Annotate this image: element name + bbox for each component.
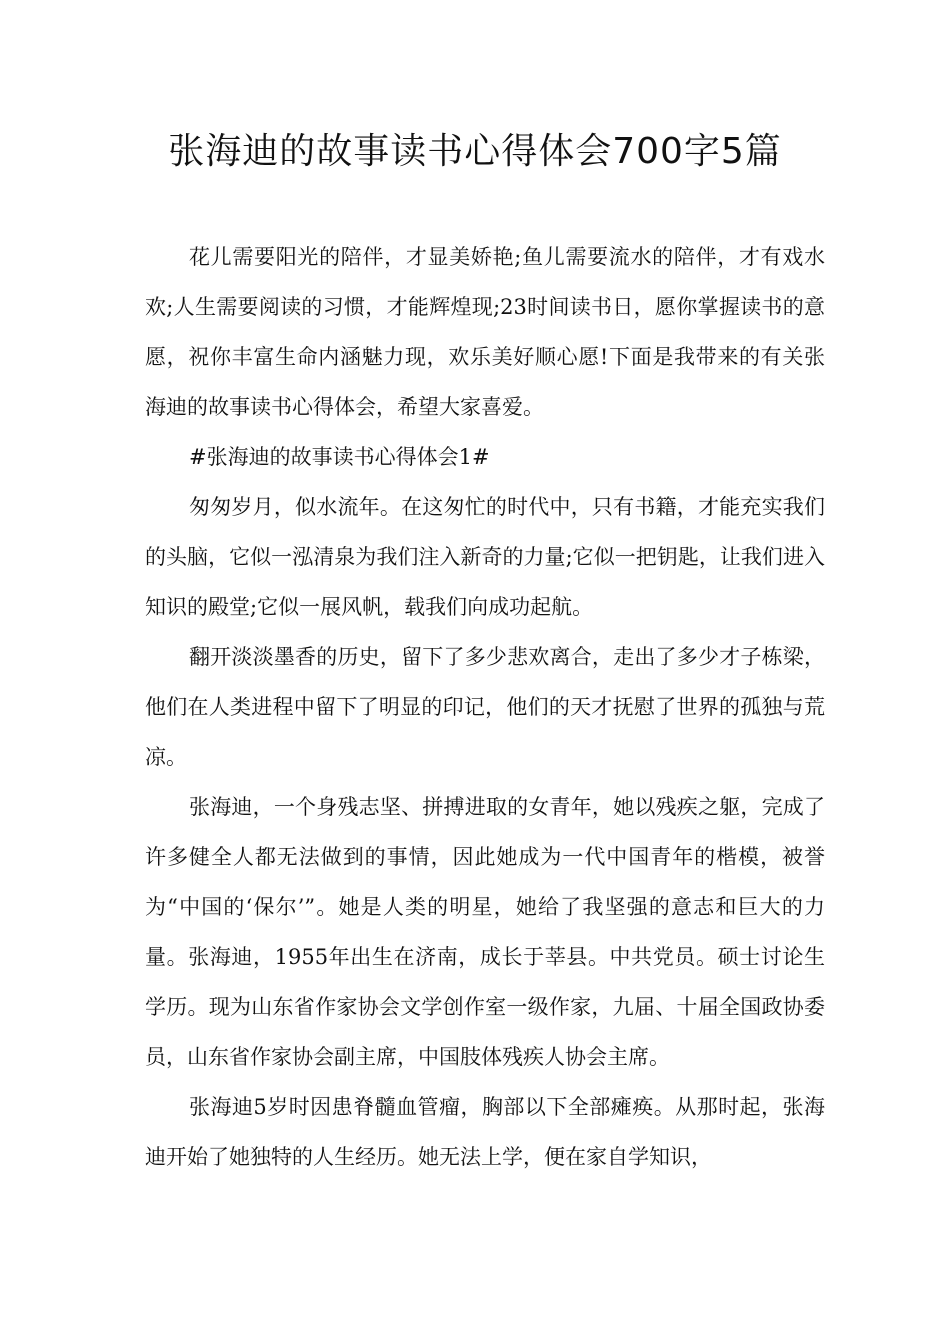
section-heading: #张海迪的故事读书心得体会1#	[189, 445, 490, 469]
paragraph: 匆匆岁月，似水流年。在这匆忙的时代中，只有书籍，才能充实我们的头脑，它似一泓清泉为我们注入新奇的力量;它似一把钥匙，让我们进入知识的殿堂;它似一展风帆，载我们向成功起航。	[145, 495, 825, 619]
paragraph: 张海迪，一个身残志坚、拼搏进取的女青年，她以残疾之躯，完成了许多健全人都无法做到的事情，因此她成为一代中国青年的楷模，被誉为“中国的‘保尔’”。她是人类的明星，她给了我坚强的意志和巨大的力量。张海迪，1955年出生在济南，成长于莘县。中共党员。硕士讨论生学历。现为山东省作家协会文学创作室一级作家，九届、十届全国政协委员，山东省作家协会副主席，中国肢体残疾人协会主席。	[145, 795, 825, 1069]
paragraph-intro: 花儿需要阳光的陪伴，才显美娇艳;鱼儿需要流水的陪伴，才有戏水欢;人生需要阅读的习惯，才能辉煌现;23时间读书日，愿你掌握读书的意愿，祝你丰富生命内涵魅力现，欢乐美好顺心愿!下面是我带来的有关张海迪的故事读书心得体会，希望大家喜爱。	[145, 245, 825, 419]
paragraph: 张海迪5岁时因患脊髓血管瘤，胸部以下全部瘫痪。从那时起，张海迪开始了她独特的人生经历。她无法上学，便在家自学知识，	[145, 1095, 825, 1169]
document-title: 张海迪的故事读书心得体会700字5篇	[168, 131, 782, 172]
paragraph: 翻开淡淡墨香的历史，留下了多少悲欢离合，走出了多少才子栋梁，他们在人类进程中留下了明显的印记，他们的天才抚慰了世界的孤独与荒凉。	[145, 645, 825, 769]
document-body	[145, 232, 825, 1182]
